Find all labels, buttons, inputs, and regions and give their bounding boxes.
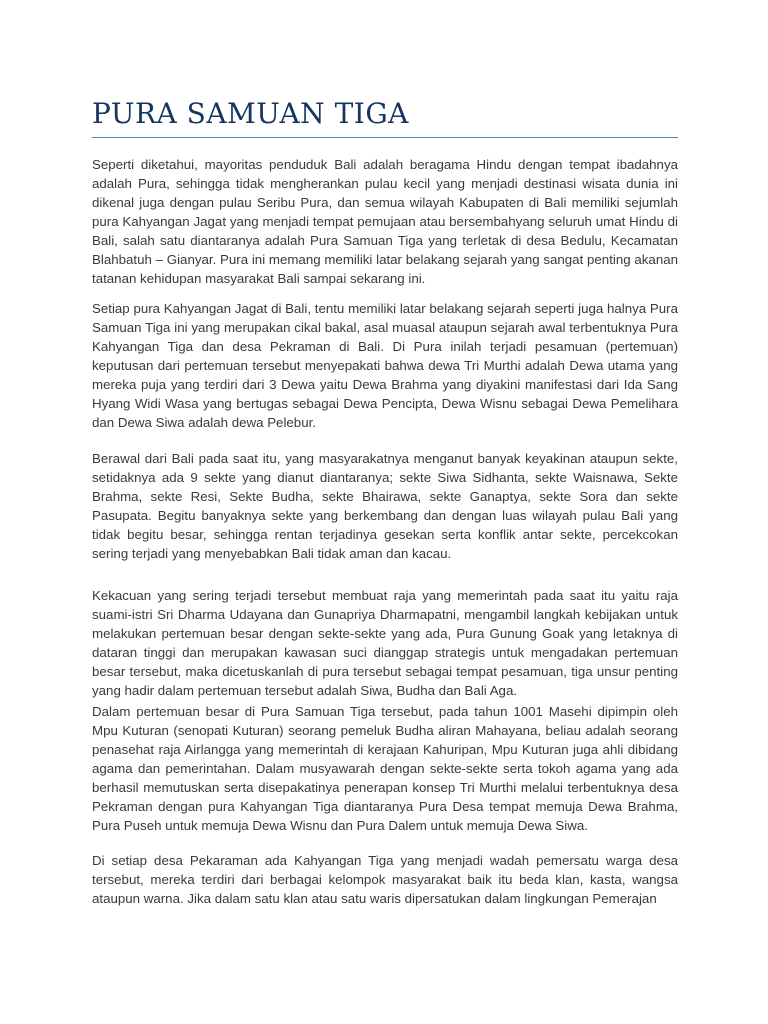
paragraph-2: Setiap pura Kahyangan Jagat di Bali, tentu memiliki latar belakang sejarah seperti juga halnya Pura Samuan Tiga ini yang merupakan cikal bakal, asal muasal ataupun sejarah awal terbentuknya Pura Kahyangan Tiga dan desa Pekraman di Bali. Di Pura inilah terjadi pesamuan (pertemuan) keputusan dari pertemuan tersebut menyepakati bahwa dewa Tri Murthi adalah Dewa utama yang mereka puja yang terdiri dari 3 Dewa yaitu Dewa Brahma yang diyakini manifestasi dari Ida Sang Hyang Widi Wasa yang bertugas sebagai Dewa Pencipta, Dewa Wisnu sebagai Dewa Pemelihara dan Dewa Siwa adalah dewa Pelebur.	[92, 301, 678, 430]
title-underline	[92, 137, 678, 138]
paragraph-4: Kekacuan yang sering terjadi tersebut membuat raja yang memerintah pada saat itu yaitu raja suami-istri Sri Dharma Udayana dan Gunapriya Dharmapatni, mengambil langkah kebijakan untuk melakukan pertemuan besar dengan sekte-sekte yang ada, Pura Gunung Goak yang letaknya di dataran tinggi dan merupakan kawasan suci dianggap strategis untuk mengadakan pertemuan besar tersebut, maka dicetuskanlah di pura tersebut sebagai tempat pesamuan, tiga unsur penting yang hadir dalam pertemuan tersebut adalah Siwa, Budha dan Bali Aga.	[92, 588, 678, 698]
document-title: PURA SAMUAN TIGA	[92, 97, 409, 130]
paragraph-5: Dalam pertemuan besar di Pura Samuan Tiga tersebut, pada tahun 1001 Masehi dipimpin oleh Mpu Kuturan (senopati Kuturan) seorang pemeluk Budha aliran Mahayana, beliau adalah seorang penasehat raja Airlangga yang memerintah di kerajaan Kahuripan, Mpu Kuturan juga ahli dibidang agama dan pemerintahan. Dalam musyawarah dengan sekte-sekte serta tokoh agama yang ada berhasil memutuskan serta disepakatinya penerapan konsep Tri Murthi melalui terbentuknya desa Pekraman dengan pura Kahyangan Tiga diantaranya Pura Desa tempat memuja Dewa Brahma, Pura Puseh untuk memuja Dewa Wisnu dan Pura Dalem untuk memuja Dewa Siwa.	[92, 704, 678, 833]
paragraph-6: Di setiap desa Pekaraman ada Kahyangan Tiga yang menjadi wadah pemersatu warga desa tersebut, mereka terdiri dari berbagai kelompok masyarakat baik itu beda klan, kasta, wangsa ataupun warna. Jika dalam satu klan atau satu waris dipersatukan dalam lingkungan Pemerajan	[92, 853, 678, 906]
paragraph-3: Berawal dari Bali pada saat itu, yang masyarakatnya menganut banyak keyakinan ataupun sekte, setidaknya ada 9 sekte yang dianut diantaranya; sekte Siwa Sidhanta, sekte Waisnawa, Sekte Brahma, sekte Resi, Sekte Budha, sekte Bhairawa, sekte Ganaptya, sekte Sora dan sekte Pasupata. Begitu banyaknya sekte yang berkembang dan dengan luas wilayah pulau Bali yang tidak begitu besar, sehingga rentan terjadinya gesekan serta konflik antar sekte, percekcokan sering terjadi yang menyebabkan Bali tidak aman dan kacau.	[92, 451, 678, 561]
paragraph-1: Seperti diketahui, mayoritas penduduk Bali adalah beragama Hindu dengan tempat ibadahnya adalah Pura, sehingga tidak mengherankan pulau kecil yang menjadi destinasi wisata dunia ini dikenal juga dengan pulau Seribu Pura, dan semua wilayah Kabupaten di Bali memiliki sejumlah pura Kahyangan Jagat yang menjadi tempat pemujaan atau bersembahyang seluruh umat Hindu di Bali, salah satu diantaranya adalah Pura Samuan Tiga yang terletak di desa Bedulu, Kecamatan Blahbatuh – Gianyar. Pura ini memang memiliki latar belakang sejarah yang sangat penting akanan tatanan kehidupan masyarakat Bali sampai sekarang ini.	[92, 157, 678, 286]
